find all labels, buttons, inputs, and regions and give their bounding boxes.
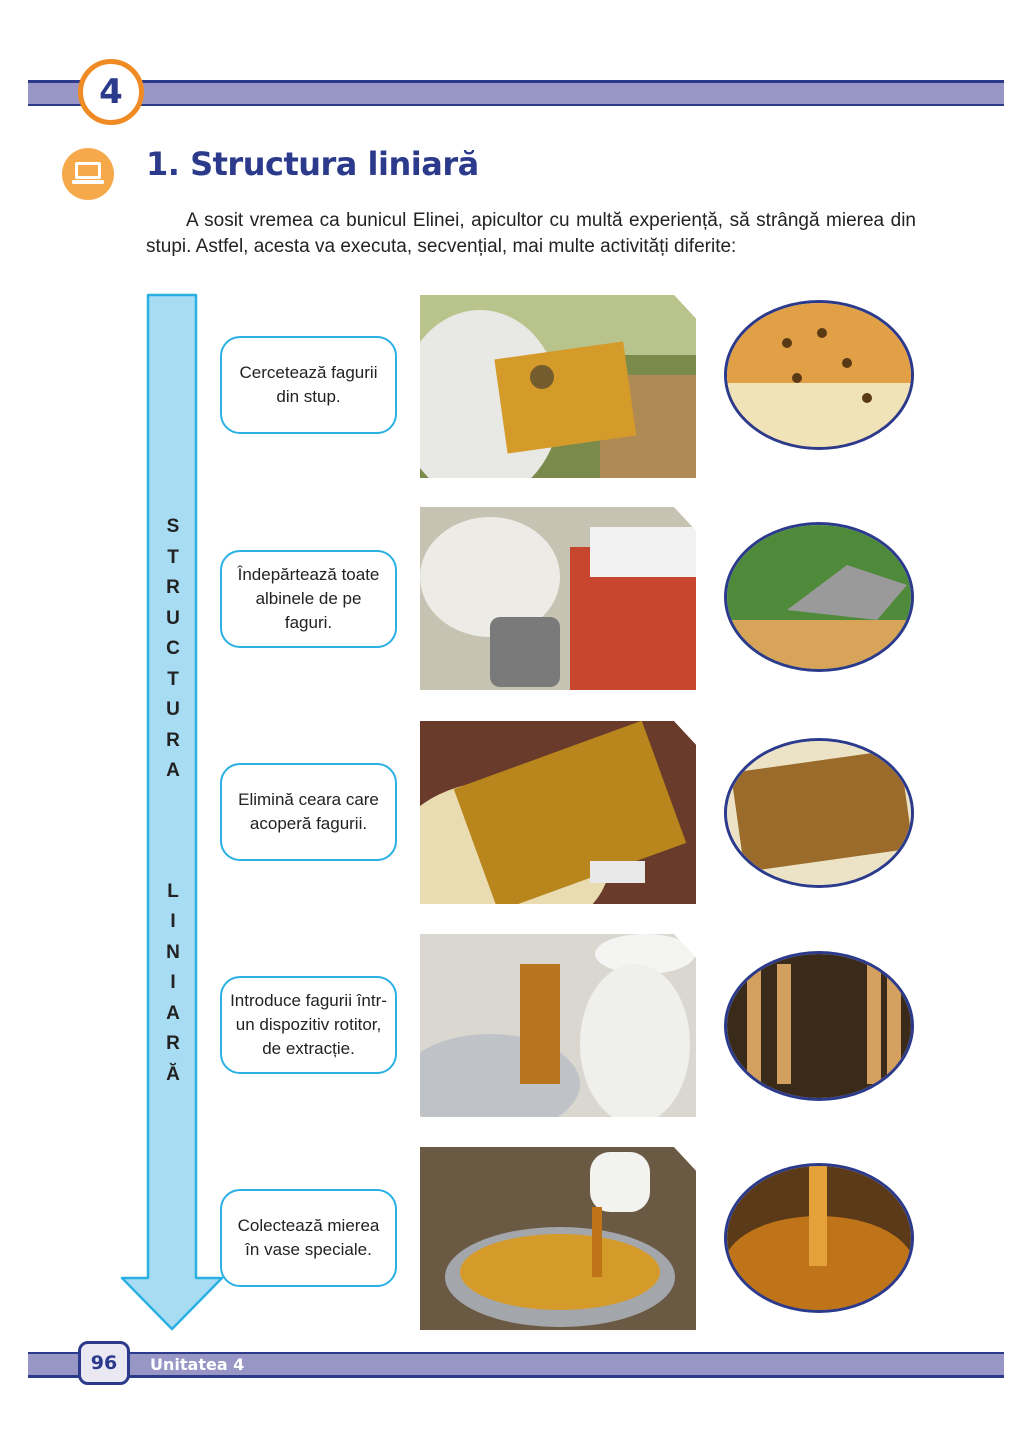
arrow-letter: A [166, 760, 180, 781]
extractor-loading-photo [420, 934, 696, 1117]
arrow-letter: T [167, 668, 179, 690]
step-card-4 [220, 976, 397, 1074]
honey-collection-photo [420, 1147, 696, 1330]
step-card-5 [220, 1189, 397, 1287]
smoker-closeup-photo [724, 522, 914, 672]
arrow-letter: T [167, 546, 179, 568]
arrow-letter: C [166, 638, 180, 659]
arrow-letter: A [166, 1002, 180, 1024]
step-card-3 [220, 763, 397, 861]
uncapping-wax-photo [420, 721, 696, 904]
arrow-label [148, 512, 198, 1090]
unit-number-badge: 4 [78, 59, 144, 125]
footer-unit-label: Unitatea 4 [150, 1355, 245, 1374]
section-title: 1. Structura liniară [146, 145, 479, 183]
step-card-2 [220, 550, 397, 648]
beekeeper-inspecting-photo [420, 295, 696, 478]
arrow-letter: U [166, 699, 180, 720]
smoker-bees-photo [420, 507, 696, 690]
step-label: Cercetează fagurii din stup. [239, 363, 378, 406]
page-number: 96 [78, 1341, 130, 1385]
comb-frame-photo [724, 738, 914, 888]
honey-stream-photo [724, 1163, 914, 1313]
intro-paragraph [146, 208, 916, 260]
arrow-letter: R [166, 577, 180, 598]
step-label: Elimină ceara care acoperă fagurii. [238, 790, 379, 833]
arrow-letter: N [166, 941, 180, 963]
honeycomb-bees-photo [724, 300, 914, 450]
arrow-letter: R [166, 1033, 180, 1054]
step-label: Introduce fagurii într-un dispozitiv rotitor, de extracție. [230, 991, 387, 1058]
step-label: Îndepărtează toate albinele de pe faguri. [237, 565, 380, 632]
arrow-letter: Ă [166, 1063, 180, 1085]
arrow-letter: U [166, 607, 180, 629]
extractor-interior-photo [724, 951, 914, 1101]
arrow-letter: S [166, 516, 180, 537]
step-label: Colectează mierea în vase speciale. [237, 1216, 380, 1259]
arrow-letter: R [166, 729, 180, 751]
step-card-1 [220, 336, 397, 434]
intro-text: A sosit vremea ca bunicul Elinei, apicultor cu multă experiență, să strângă mierea din stupi. Astfel, acesta va executa, secvențial, mai multe activități diferite: [146, 210, 916, 257]
arrow-letter: L [167, 880, 179, 902]
arrow-letter: I [170, 911, 176, 932]
arrow-letter: I [170, 972, 176, 993]
header-band [28, 80, 1004, 106]
computer-icon [62, 148, 114, 200]
